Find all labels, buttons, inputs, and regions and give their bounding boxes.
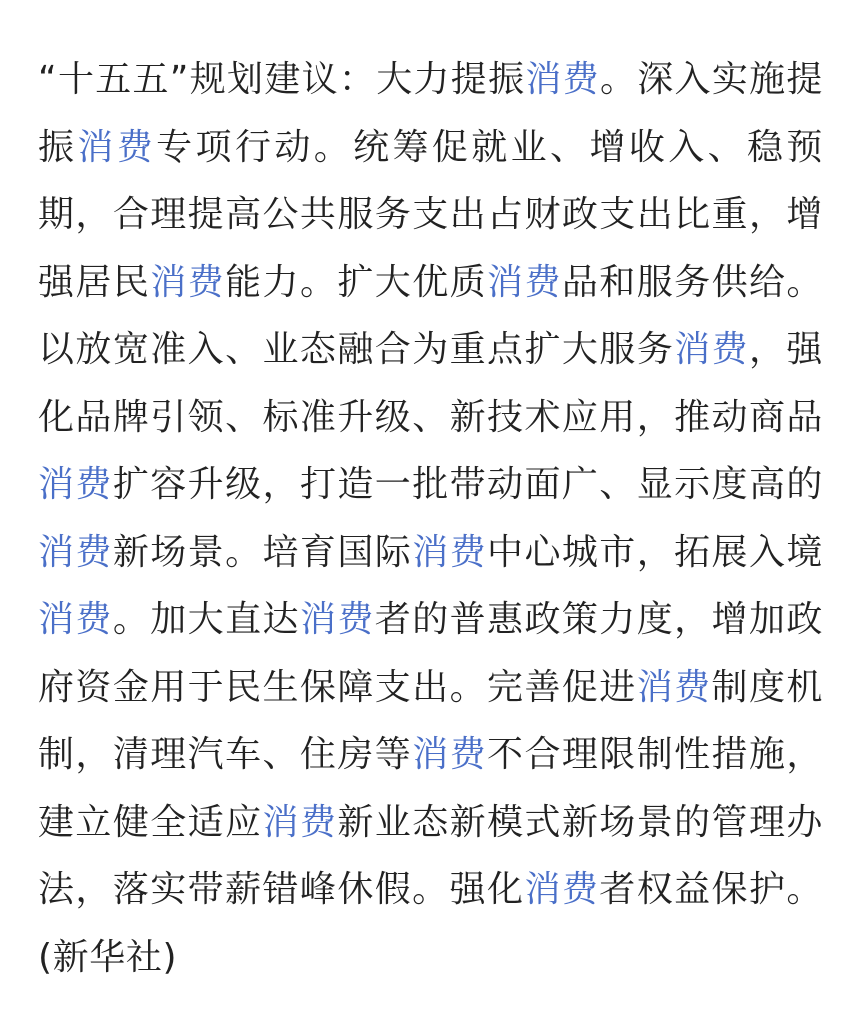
- text-segment: 制度机制，清理汽车、住房等: [38, 666, 823, 775]
- text-segment: 扩容升级，打造一批带动面广、显示度高的: [112, 464, 823, 505]
- keyword-link-consumption[interactable]: 消费: [262, 801, 338, 843]
- keyword-link-consumption[interactable]: 消费: [38, 464, 113, 505]
- text-segment: 者权益保护。(新华社): [38, 869, 823, 978]
- text-segment: ，强化品牌引领、标准升级、新技术应用，推动商品: [38, 329, 824, 438]
- text-segment: 。加大直达: [112, 599, 300, 640]
- text-segment: 不合理限制性措施，建立健全适应: [38, 734, 823, 843]
- text-segment: 能力。扩大优质: [225, 261, 488, 303]
- keyword-link-consumption[interactable]: 消费: [636, 666, 712, 708]
- keyword-link-consumption[interactable]: 消费: [674, 329, 749, 370]
- keyword-link-consumption[interactable]: 消费: [487, 261, 562, 303]
- keyword-link-consumption[interactable]: 消费: [412, 734, 488, 775]
- text-segment: 品和服务供给。以放宽准入、业态融合为重点扩大服务: [38, 261, 824, 370]
- keyword-link-consumption[interactable]: 消费: [38, 599, 113, 640]
- keyword-link-consumption[interactable]: 消费: [525, 59, 600, 100]
- keyword-link-consumption[interactable]: 消费: [38, 531, 113, 573]
- text-segment: 专项行动。统筹促就业、增收入、稳预期，合理提高公共服务支出占财政支出比重，增强居民: [38, 126, 823, 303]
- text-segment: 中心城市，拓展入境: [487, 531, 823, 573]
- text-segment: “十五五”规划建议：大力提振: [38, 59, 526, 100]
- text-segment: 新场景。培育国际: [112, 531, 413, 573]
- keyword-link-consumption[interactable]: 消费: [524, 869, 600, 910]
- keyword-link-consumption[interactable]: 消费: [77, 126, 157, 168]
- text-segment: 者的普惠政策力度，增加政府资金用于民生保障支出。完善促进: [38, 599, 823, 708]
- keyword-link-consumption[interactable]: 消费: [299, 599, 375, 640]
- text-segment: 。深入实施提振: [38, 59, 824, 168]
- keyword-link-consumption[interactable]: 消费: [150, 261, 226, 303]
- article-paragraph: [38, 46, 823, 991]
- keyword-link-consumption[interactable]: 消费: [412, 531, 488, 573]
- text-segment: 新业态新模式新场景的管理办法，落实带薪错峰休假。强化: [38, 801, 823, 910]
